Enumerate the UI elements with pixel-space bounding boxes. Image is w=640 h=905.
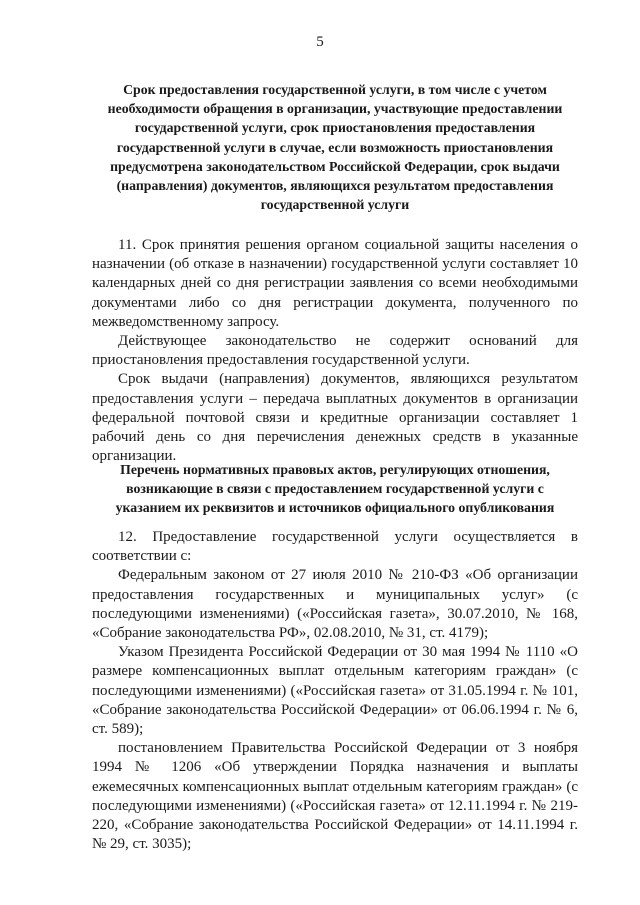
paragraph-federal-law: Федеральным законом от 27 июля 2010 № 210-ФЗ «Об организации предоставления государственных и муниципальных услуг» (с последующими изменениями) («Российская газета», 30.07.2010, № 168, «Собрание законодательства РФ», 02.08.2010, № 31, ст. 4179);	[92, 567, 578, 642]
section-service-term	[92, 236, 578, 466]
paragraph-presidential-decree: Указом Президента Российской Федерации от 30 мая 1994 № 1110 «О размере компенсационных выплат отдельным категориям граждан» (с последующими изменениями) («Российская газета» от 31.05.1994 г. № 101, «Собрание законодательства Российской Федерации» от 06.06.1994 г. № 6, ст. 589);	[92, 644, 578, 738]
page-number: 5	[316, 34, 324, 50]
paragraph-suspension: Действующее законодательство не содержит оснований для приостановления предоставления государственной услуги.	[92, 333, 578, 369]
section-heading-legal-acts: Перечень нормативных правовых актов, регулирующих отношения, возникающие в связи с предоставлением государственной услуги с указанием их реквизитов и источников официального опубликования	[115, 462, 555, 516]
paragraph-government-resolution: постановлением Правительства Российской Федерации от 3 ноября 1994 № 1206 «Об утверждении Порядка назначения и выплаты ежемесячных компенсационных выплат отдельным категориям граждан» (с последующими изменениями) («Российская газета» от 12.11.1994 г. № 219-220, «Собрание законодательства Российской Федерации» от 14.11.1994 г. № 29, ст. 3035);	[92, 740, 578, 853]
paragraph-12: 12. Предоставление государственной услуги осуществляется в соответствии с:	[92, 529, 578, 565]
section-legal-acts	[92, 528, 578, 854]
paragraph-11: 11. Срок принятия решения органом социальной защиты населения о назначении (об отказе в назначении) государственной услуги составляет 10 календарных дней со дня регистрации заявления со всеми необходимыми документами либо со дня регистрации документа, полученного по межведомственному запросу.	[92, 237, 578, 330]
section-heading-service-term: Срок предоставления государственной услуги, в том числе с учетом необходимости обращения в организации, участвующие предоставлении государственной услуги, срок приостановления предоставления государственной услуги в случае, если возможность приостановления предусмотрена законодательством Российской Федерации, срок выдачи (направления) документов, являющихся результатом предоставления государственной услуги	[107, 82, 563, 213]
paragraph-issue-term: Срок выдачи (направления) документов, являющихся результатом предоставления услуги – передача выплатных документов в организации федеральной почтовой связи и кредитные организации составляет 1 рабочий день со дня перечисления денежных средств в указанные организации.	[92, 371, 578, 465]
